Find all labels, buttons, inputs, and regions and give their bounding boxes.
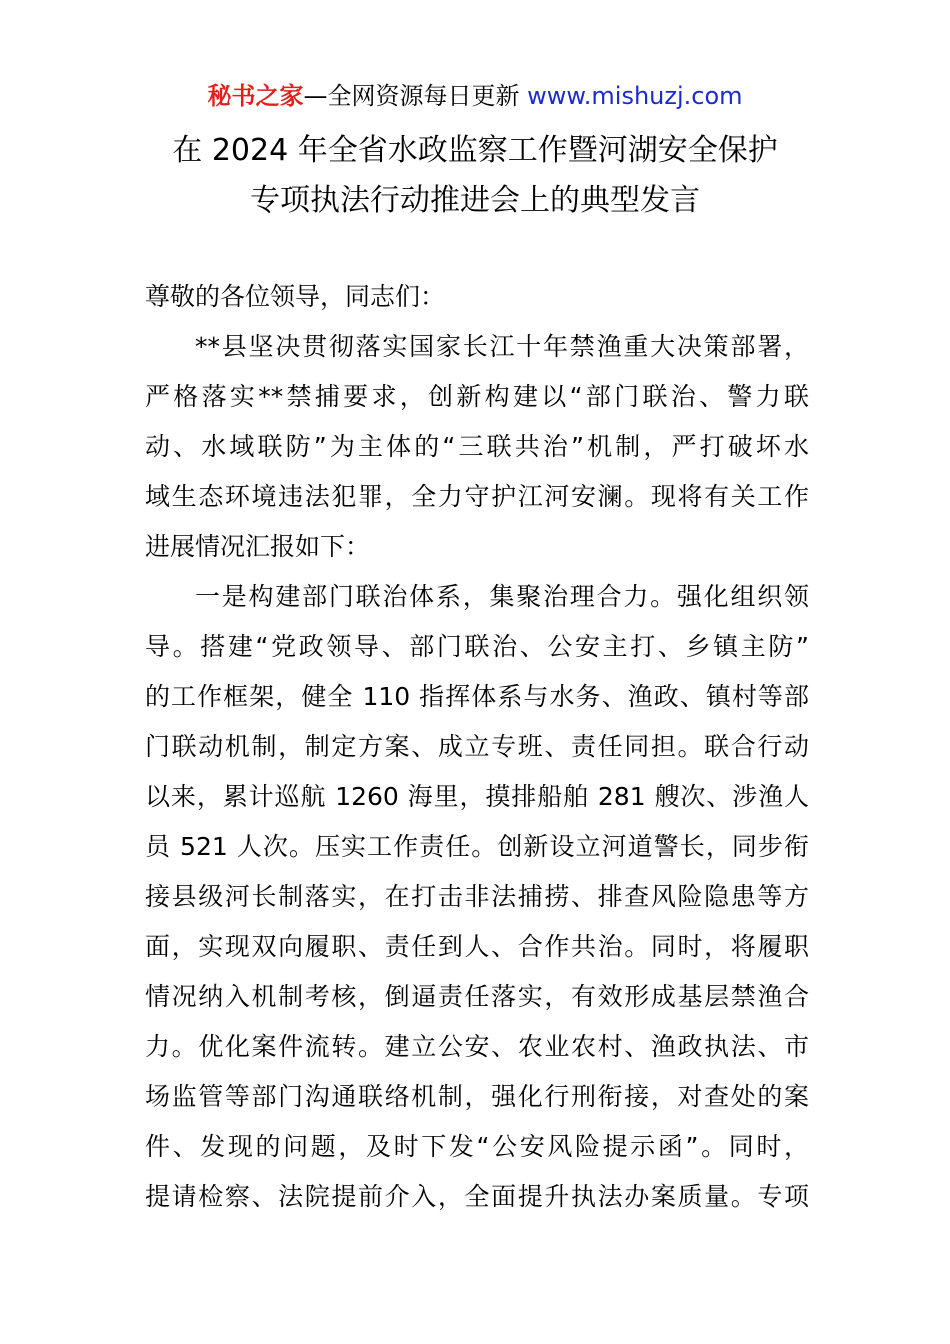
- paragraph-line: 接县级河长制落实，在打击非法捕捞、排查风险隐患等方: [145, 882, 809, 911]
- paragraph-line: 以来，累计巡航 1260 海里，摸排船舶 281 艘次、涉渔人: [145, 782, 809, 811]
- site-url-link[interactable]: www.mishuzj.com: [527, 82, 743, 110]
- brand-name: 秘书之家: [207, 82, 304, 110]
- paragraph-line: 情况纳入机制考核，倒逼责任落实，有效形成基层禁渔合: [145, 982, 809, 1011]
- title-line-2: 专项执法行动推进会上的典型发言: [250, 183, 700, 218]
- title-line-1: 在 2024 年全省水政监察工作暨河湖安全保护: [172, 133, 778, 168]
- paragraph-line: **县坚决贯彻落实国家长江十年禁渔重大决策部署，: [195, 332, 809, 361]
- paragraph-line: 面，实现双向履职、责任到人、合作共治。同时，将履职: [145, 932, 809, 961]
- paragraph-line: 场监管等部门沟通联络机制，强化行刑衔接，对查处的案: [145, 1082, 809, 1111]
- paragraph-line: 件、发现的问题，及时下发“公安风险提示函”。同时，: [145, 1132, 809, 1161]
- paragraph-line: 门联动机制，制定方案、成立专班、责任同担。联合行动: [145, 732, 809, 761]
- paragraph-line: 的工作框架，健全 110 指挥体系与水务、渔政、镇村等部: [145, 682, 809, 711]
- paragraph-line: 力。优化案件流转。建立公安、农业农村、渔政执法、市: [145, 1032, 809, 1061]
- header-tagline: —全网资源每日更新: [303, 82, 528, 110]
- document-title: [0, 126, 950, 226]
- header-banner: [0, 80, 950, 112]
- paragraph-line: 动、水域联防”为主体的“三联共治”机制，严打破坏水: [145, 432, 809, 461]
- paragraph-line: 严格落实**禁捕要求，创新构建以“部门联治、警力联: [145, 382, 809, 411]
- paragraph-line: 提请检察、法院提前介入，全面提升执法办案质量。专项: [145, 1182, 809, 1211]
- paragraph-line: 导。搭建“党政领导、部门联治、公安主打、乡镇主防”: [145, 632, 809, 661]
- paragraph-line: 域生态环境违法犯罪，全力守护江河安澜。现将有关工作: [145, 482, 809, 511]
- document-body: [145, 272, 809, 1222]
- paragraph-line: 员 521 人次。压实工作责任。创新设立河道警长，同步衔: [145, 832, 809, 861]
- paragraph-line: 进展情况汇报如下：: [145, 532, 371, 561]
- salutation: 尊敬的各位领导，同志们：: [145, 282, 446, 311]
- paragraph-line: 一是构建部门联治体系，集聚治理合力。强化组织领: [195, 582, 809, 611]
